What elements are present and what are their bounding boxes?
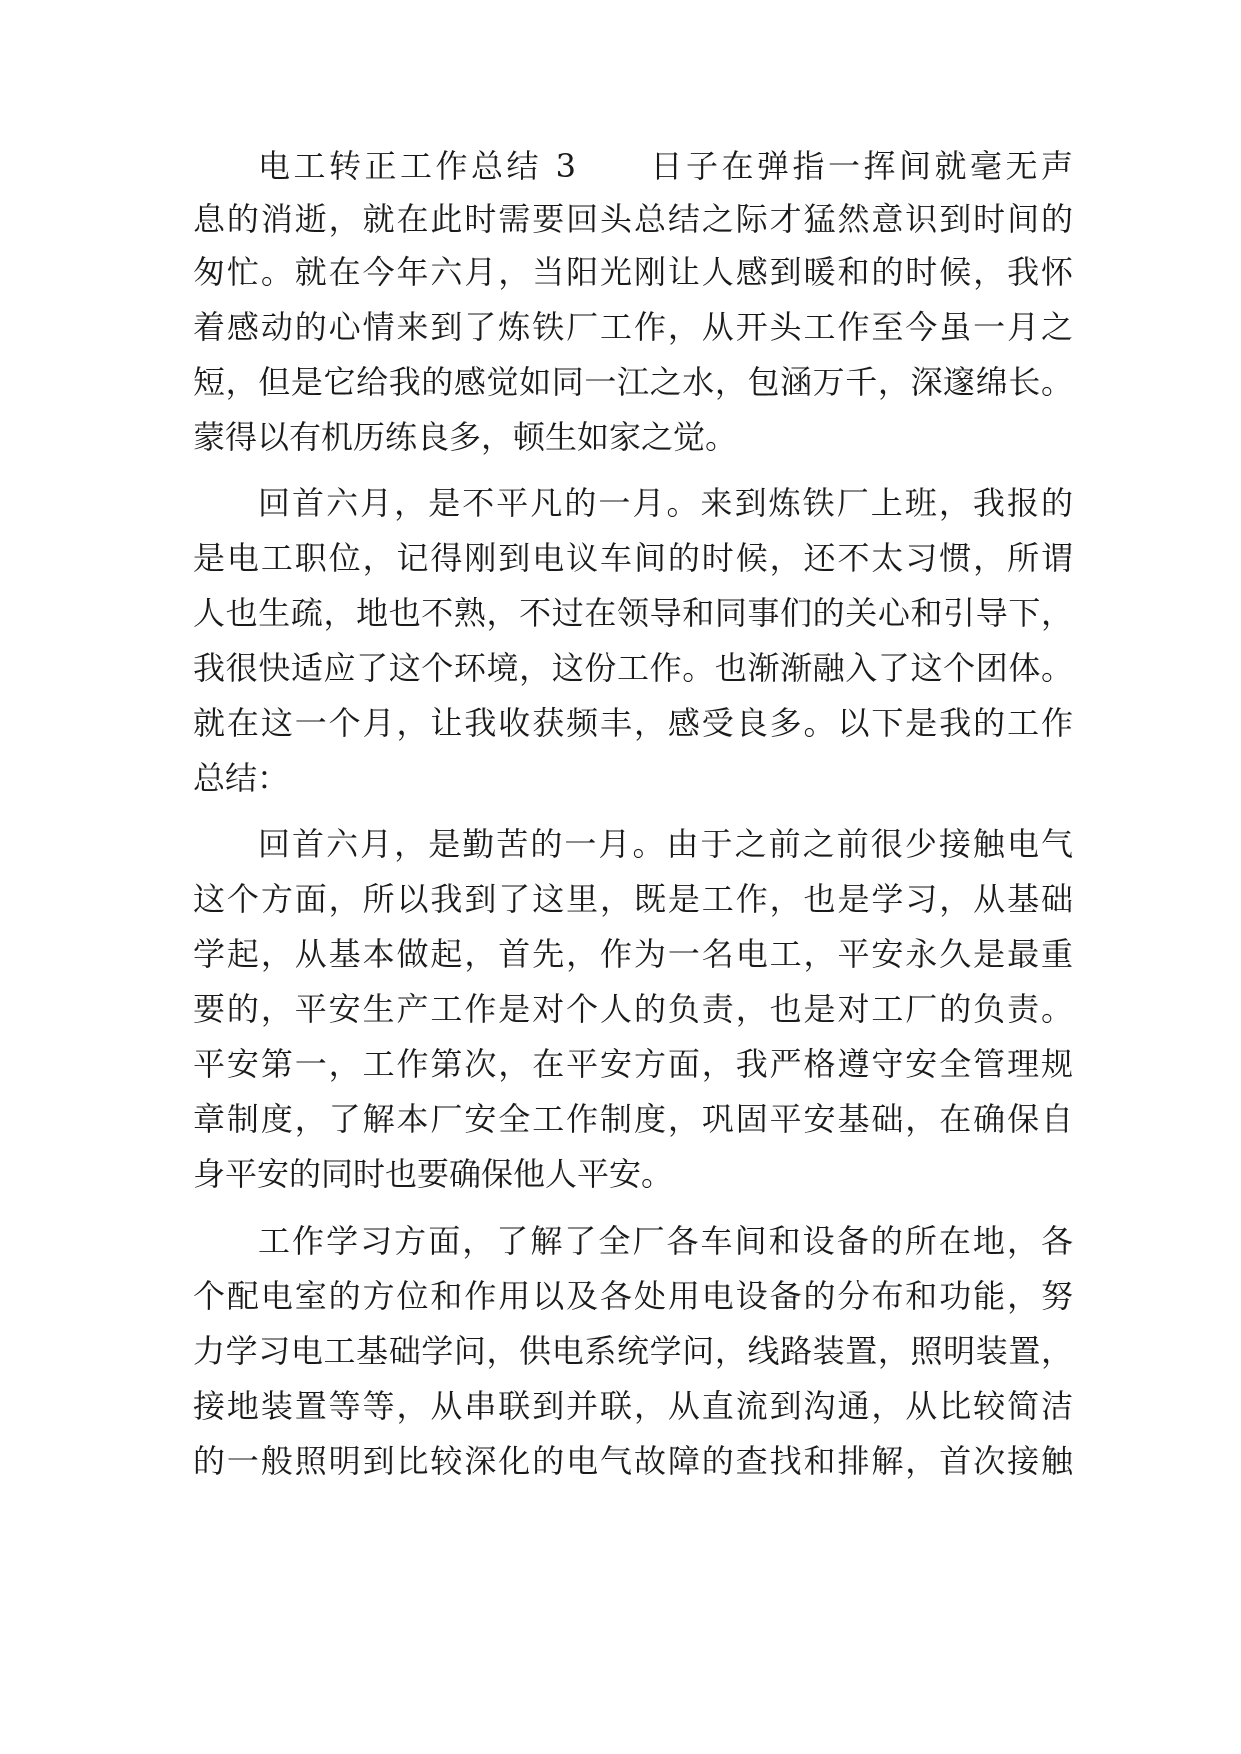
text-line: 总结： xyxy=(193,759,290,797)
text-line: 我很快适应了这个环境，这份工作。也渐渐融入了这个团体。 xyxy=(193,649,1073,687)
text-line: 着感动的心情来到了炼铁厂工作，从开头工作至今虽一月之 xyxy=(193,308,1073,346)
text-line: 电工转正工作总结 3 日子在弹指一挥间就毫无声 xyxy=(258,147,1073,185)
text-line: 个配电室的方位和作用以及各处用电设备的分布和功能，努 xyxy=(193,1277,1073,1315)
text-line: 匆忙。就在今年六月，当阳光刚让人感到暖和的时候，我怀 xyxy=(193,253,1073,291)
text-line: 这个方面，所以我到了这里，既是工作，也是学习，从基础 xyxy=(193,880,1073,918)
text-line: 力学习电工基础学问，供电系统学问，线路装置，照明装置， xyxy=(193,1332,1073,1370)
text-line: 要的，平安生产工作是对个人的负责，也是对工厂的负责。 xyxy=(193,990,1073,1028)
text-line: 人也生疏，地也不熟，不过在领导和同事们的关心和引导下， xyxy=(193,594,1073,632)
text-line: 回首六月，是不平凡的一月。来到炼铁厂上班，我报的 xyxy=(258,484,1073,522)
text-line: 工作学习方面，了解了全厂各车间和设备的所在地，各 xyxy=(258,1222,1073,1260)
text-line: 身平安的同时也要确保他人平安。 xyxy=(193,1155,674,1193)
text-line: 息的消逝，就在此时需要回头总结之际才猛然意识到时间的 xyxy=(193,200,1073,238)
text-line: 蒙得以有机历练良多，顿生如家之觉。 xyxy=(193,418,738,456)
text-line: 平安第一，工作第次，在平安方面，我严格遵守安全管理规 xyxy=(193,1045,1073,1083)
text-line: 接地装置等等，从串联到并联，从直流到沟通，从比较简洁 xyxy=(193,1387,1073,1425)
text-line: 短，但是它给我的感觉如同一江之水，包涵万千，深邃绵长。 xyxy=(193,363,1073,401)
text-line: 章制度，了解本厂安全工作制度，巩固平安基础，在确保自 xyxy=(193,1100,1073,1138)
text-line: 学起，从基本做起，首先，作为一名电工，平安永久是最重 xyxy=(193,935,1073,973)
text-line: 是电工职位，记得刚到电议车间的时候，还不太习惯，所谓 xyxy=(193,539,1073,577)
text-line: 回首六月，是勤苦的一月。由于之前之前很少接触电气 xyxy=(258,825,1073,863)
text-line: 就在这一个月，让我收获频丰，感受良多。以下是我的工作 xyxy=(193,704,1073,742)
text-line: 的一般照明到比较深化的电气故障的查找和排解，首次接触 xyxy=(193,1442,1073,1480)
